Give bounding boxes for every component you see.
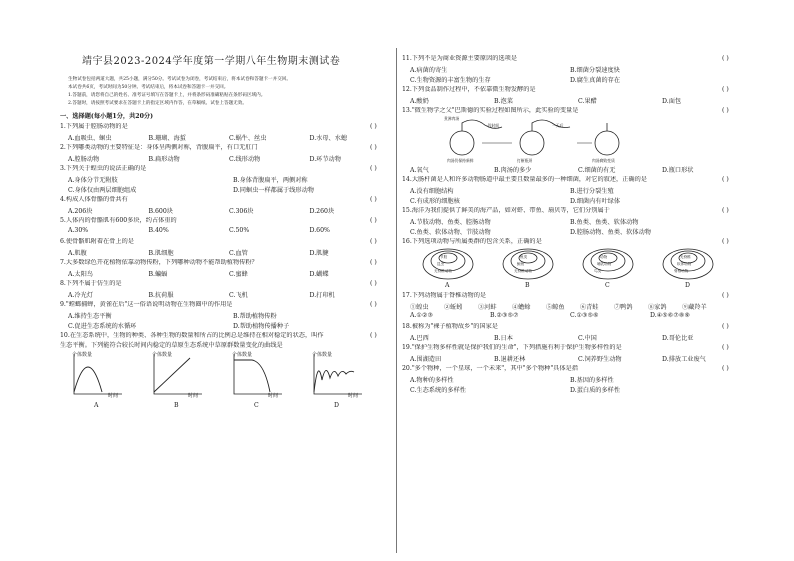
- option: B.40%: [148, 227, 169, 234]
- question-text: 20."多个物种，一个星球，一个未来"，其中"多个物种"具体是指: [402, 365, 578, 372]
- graph-option-label: D: [334, 402, 339, 409]
- option: A.肌腹: [68, 250, 87, 257]
- option: D.蛋白质的多样性: [570, 387, 621, 394]
- diagram-label: 煮沸肉汤: [444, 116, 460, 121]
- graph-y-label: 个体数量: [232, 352, 253, 358]
- answer-blank: ( ): [370, 144, 377, 151]
- answer-blank: ( ): [722, 344, 729, 351]
- right-column: [402, 0, 742, 561]
- option: A.206块: [68, 208, 93, 215]
- option: C.蜗牛、丝虫: [228, 135, 267, 142]
- option: A.①②③: [410, 312, 434, 319]
- question-text: 7.大多数绿色开花植物依靠动物传粉，下列哪种动物不能帮助植物传粉？: [60, 259, 258, 266]
- option: D.④⑤⑥⑦⑧⑨: [650, 312, 690, 319]
- graph-x-label: 时间: [348, 393, 359, 399]
- answer-blank: ( ): [722, 292, 729, 299]
- option: B.抗荷服: [148, 292, 174, 299]
- ellipse-label: 无脊椎动物: [514, 269, 532, 273]
- graph-y-label: 个体数量: [152, 352, 173, 358]
- option: D.肌腱: [309, 250, 329, 257]
- option: C.306块: [228, 208, 254, 215]
- option: B.进行分裂生殖: [570, 188, 614, 195]
- option: B.鱼类、鱼类、软体动物: [570, 219, 639, 226]
- option: A.太阳鸟: [68, 271, 93, 278]
- question-text: 15.海洋为我们提供了鲜美的海产品，如对虾、带鱼、扇贝等，它们分别属于: [402, 207, 610, 214]
- ellipse-label: 动物: [600, 255, 608, 259]
- graph-x-label: 时间: [108, 393, 119, 399]
- option-item: ⑨藏羚羊: [682, 304, 707, 311]
- ellipse-label: 鱼类: [520, 255, 528, 259]
- option: B.日本: [494, 335, 513, 342]
- answer-blank: ( ): [370, 165, 377, 172]
- option: B.600块: [148, 208, 173, 215]
- option: A.氧气: [410, 167, 429, 174]
- graph-x-label: 时间: [188, 393, 199, 399]
- graph-option-label: B: [174, 402, 179, 409]
- answer-blank: ( ): [722, 107, 729, 114]
- option-item: ④蟾蜍: [512, 304, 531, 311]
- answer-blank: ( ): [722, 323, 729, 330]
- option: D.瓶口形状: [662, 167, 694, 174]
- question-text: 6.使骨骼肌附着在骨上的是: [60, 238, 134, 245]
- diagram-label: 肉汤腐败变质: [592, 158, 615, 163]
- nested-ellipse-diagram: [422, 248, 474, 280]
- ellipse-label: 无脊椎: [680, 255, 691, 259]
- option: C.生态系统的多样性: [410, 387, 466, 394]
- option: A.维持生态平衡: [68, 313, 112, 320]
- diagram-option-label: D: [685, 282, 690, 289]
- question-text: 13."微生物学之父"巴斯德的实验过程如图所示，此实验的变量是: [402, 107, 579, 114]
- graph-y-label: 个体数量: [72, 352, 93, 358]
- option: C.有成形的细胞核: [410, 198, 460, 205]
- option: D.同蛔虫一样都属于线形动物: [233, 187, 314, 194]
- option: C.线形动物: [228, 156, 261, 163]
- ellipse-label: 鲸鱼: [517, 262, 525, 266]
- ellipse-label: 哺乳动物: [597, 262, 612, 266]
- option: D.排放工业废气: [662, 356, 706, 363]
- option: D.260块: [309, 208, 335, 215]
- option: C.50%: [228, 227, 250, 234]
- option: C.鱼类、软体动物、节肢动物: [410, 229, 491, 236]
- diagram-option-label: B: [525, 282, 530, 289]
- option-item: ②蚯蚓: [444, 304, 463, 311]
- option: D.细菌内有叶绿体: [570, 198, 621, 205]
- option: C.促进生态系统的水循环: [68, 323, 137, 330]
- option: C.血管: [228, 250, 248, 257]
- section-heading: 一、选择题(每小题1分，共20分): [60, 113, 154, 120]
- option: A.节肢动物、鱼类、腔肠动物: [410, 219, 491, 226]
- option: A.物种的多样性: [410, 377, 454, 384]
- question-text: 11.下列不是为商业资源主要原因的选项是: [402, 55, 518, 62]
- question-text-cont: 生态平衡。下列能符合较长时间内稳定的草原生态系统中草原群数量变化的曲线是: [60, 342, 283, 349]
- question-text: 17.下列动物属于脊椎动物的是: [402, 292, 487, 299]
- question-text: 1.下列属于腔肠动物的是: [60, 123, 128, 130]
- question-text: 19."保护生物多样性就是保护我们的生命"，下列措施有利于保护生物多样性的是: [402, 344, 622, 351]
- option: D.60%: [309, 227, 330, 234]
- ellipse-label: 节肢: [440, 255, 448, 259]
- answer-blank: ( ): [370, 217, 377, 224]
- instruction-note: 本试卷共6页，考试时间为50分钟。考试结束后，将本试卷和答题卡一并交回。: [68, 85, 229, 90]
- graph-option-label: C: [254, 402, 259, 409]
- answer-blank: ( ): [370, 301, 377, 308]
- option: D.哥伦比亚: [662, 335, 694, 342]
- question-text: 8.下列不属于仿生的是: [60, 280, 122, 287]
- diagram-label: 肉汤仍保持新鲜: [447, 158, 474, 163]
- answer-blank: ( ): [722, 365, 729, 372]
- question-text: 2.下列哪类动物的主要特征是：身体呈两侧对称，背腹扁平，有口无肛门: [60, 144, 258, 151]
- option: A.巴西: [410, 335, 429, 342]
- ellipse-label: 无脊椎动物: [434, 269, 452, 273]
- option: C.蜜蜂: [228, 271, 248, 278]
- option-item: ①蝗虫: [410, 304, 429, 311]
- option: B.帮助植物传粉: [233, 313, 277, 320]
- option: D.帮助植物传播种子: [233, 323, 290, 330]
- left-column: [60, 0, 390, 561]
- option: B.肉汤的多少: [494, 167, 532, 174]
- option: C.中国: [578, 335, 597, 342]
- option-item: ⑦鸭鸽: [614, 304, 633, 311]
- option: D.蝴蝶: [309, 271, 329, 278]
- question-text: 16.下列选项动物与所属类群的包含关系，正确的是: [402, 238, 542, 245]
- question-text: 4.构成人体骨骼的骨共有: [60, 196, 128, 203]
- option: B.退耕还林: [494, 356, 526, 363]
- option: A.冷光灯: [68, 292, 93, 299]
- option: D.环节动物: [309, 156, 341, 163]
- option: C.果醋: [578, 98, 597, 105]
- answer-blank: ( ): [370, 332, 377, 339]
- diagram-option-label: A: [445, 282, 450, 289]
- option: B.泡菜: [494, 98, 513, 105]
- option: A.病菌的寄生: [410, 67, 448, 74]
- option: D.面包: [662, 98, 682, 105]
- question-text: 14.大肠杆菌是人和许多动物肠道中最主要且数量最多的一种细菌，对它的叙述，正确的是: [402, 176, 647, 183]
- question-text: 3.下列关于蝗虫的说法正确的是: [60, 165, 147, 172]
- diagram-label: 一段时间: [484, 123, 500, 128]
- question-text: 10.在生态系统中，生物的种类、各种生物的数量和所占的比例总是维持在相对稳定的状态，叫作: [60, 332, 324, 339]
- instruction-note: 2.答题时，请按照考试要求在答题卡上的指定区域内作答，在草稿纸、试卷上答题无效。: [68, 101, 247, 106]
- nested-ellipse-diagram: [502, 248, 554, 280]
- answer-blank: ( ): [370, 280, 377, 287]
- option: A.没有细胞结构: [410, 188, 454, 195]
- graph-option-label: A: [94, 402, 99, 409]
- question-text: 9."螳螂捕蝉，黄雀在后"这一俗语说明动物在生物圈中的作用是: [60, 301, 233, 308]
- page-title: 靖宇县2023-2024学年度第一学期八年生物期末测试卷: [82, 56, 341, 67]
- option: A.围湖造田: [410, 356, 442, 363]
- option: D.腔肠动物、鱼类、软体动物: [570, 229, 651, 236]
- option: C.饲养野生动物: [578, 356, 622, 363]
- answer-blank: ( ): [722, 86, 729, 93]
- option: B.扁形动物: [148, 156, 180, 163]
- answer-blank: ( ): [370, 196, 377, 203]
- option: A.30%: [68, 227, 89, 234]
- option-item: ⑤鲸鱼: [546, 304, 565, 311]
- option: B.基因的多样性: [570, 377, 614, 384]
- option-item: ③河蚌: [478, 304, 497, 311]
- column-divider: [396, 48, 397, 553]
- question-text: 12.下列食品制作过程中，不依靠微生物发酵的是: [402, 86, 536, 93]
- diagram-label: 一天后: [552, 123, 564, 128]
- answer-blank: ( ): [722, 55, 729, 62]
- option: C.细菌的有无: [578, 167, 616, 174]
- ellipse-label: 脊椎动物: [674, 269, 689, 273]
- diagram-option-label: C: [605, 282, 610, 289]
- ellipse-label: 昆虫: [437, 262, 445, 266]
- option: C.生物资源的丰富生物的生存: [410, 77, 491, 84]
- ellipse-label: 鸟类: [594, 269, 602, 273]
- diagram-label: 打断瓶颈: [517, 158, 533, 163]
- option: D.打印机: [309, 292, 335, 299]
- option-item: ⑧家鸽: [648, 304, 667, 311]
- option: C.飞机: [228, 292, 248, 299]
- answer-blank: ( ): [722, 176, 729, 183]
- answer-blank: ( ): [722, 207, 729, 214]
- option: D.水母、水螅: [309, 135, 348, 142]
- option: B.身体背腹扁平，两侧对称: [233, 177, 308, 184]
- answer-blank: ( ): [722, 238, 729, 245]
- answer-blank: ( ): [370, 238, 377, 245]
- instruction-note: 1.答题前，请您将自己的姓名、准考证号填写在答题卡上，并将条形码准确粘贴在条形码区域内。: [68, 93, 266, 98]
- option: A.酸奶: [410, 98, 429, 105]
- question-text: 5.人体内的骨骼肌有600多块，约占体重的: [60, 217, 177, 224]
- option-item: ⑥青蛙: [580, 304, 599, 311]
- answer-blank: ( ): [370, 259, 377, 266]
- option: B.蝙蝠: [148, 271, 168, 278]
- option: A.腔肠动物: [68, 156, 100, 163]
- answer-blank: ( ): [370, 123, 377, 130]
- option: B.细菌分裂速度快: [570, 67, 620, 74]
- option: C.①③⑤⑥: [570, 312, 599, 319]
- question-text: 18.被称为"裸子植物故乡"的国家是: [402, 323, 498, 330]
- option: D.腐生真菌的存在: [570, 77, 621, 84]
- option: C.身体仅由两层细胞组成: [68, 187, 137, 194]
- option: B.②③⑤⑦: [490, 312, 519, 319]
- instruction-note: 生物试卷包括两道大题，共25小题，满分50分。考试试卷为闭卷，考试结束后，将本试卷和答题卡一并交回。: [68, 77, 292, 82]
- graph-y-label: 个体数量: [312, 352, 333, 358]
- graph-x-label: 时间: [268, 393, 279, 399]
- ellipse-label: 软体动物: [677, 262, 692, 266]
- option: A.身体分节无附肢: [68, 177, 118, 184]
- option: B.珊瑚、海蜇: [148, 135, 186, 142]
- option: B.肌细胞: [148, 250, 174, 257]
- option: A.血吸虫、蛔虫: [68, 135, 112, 142]
